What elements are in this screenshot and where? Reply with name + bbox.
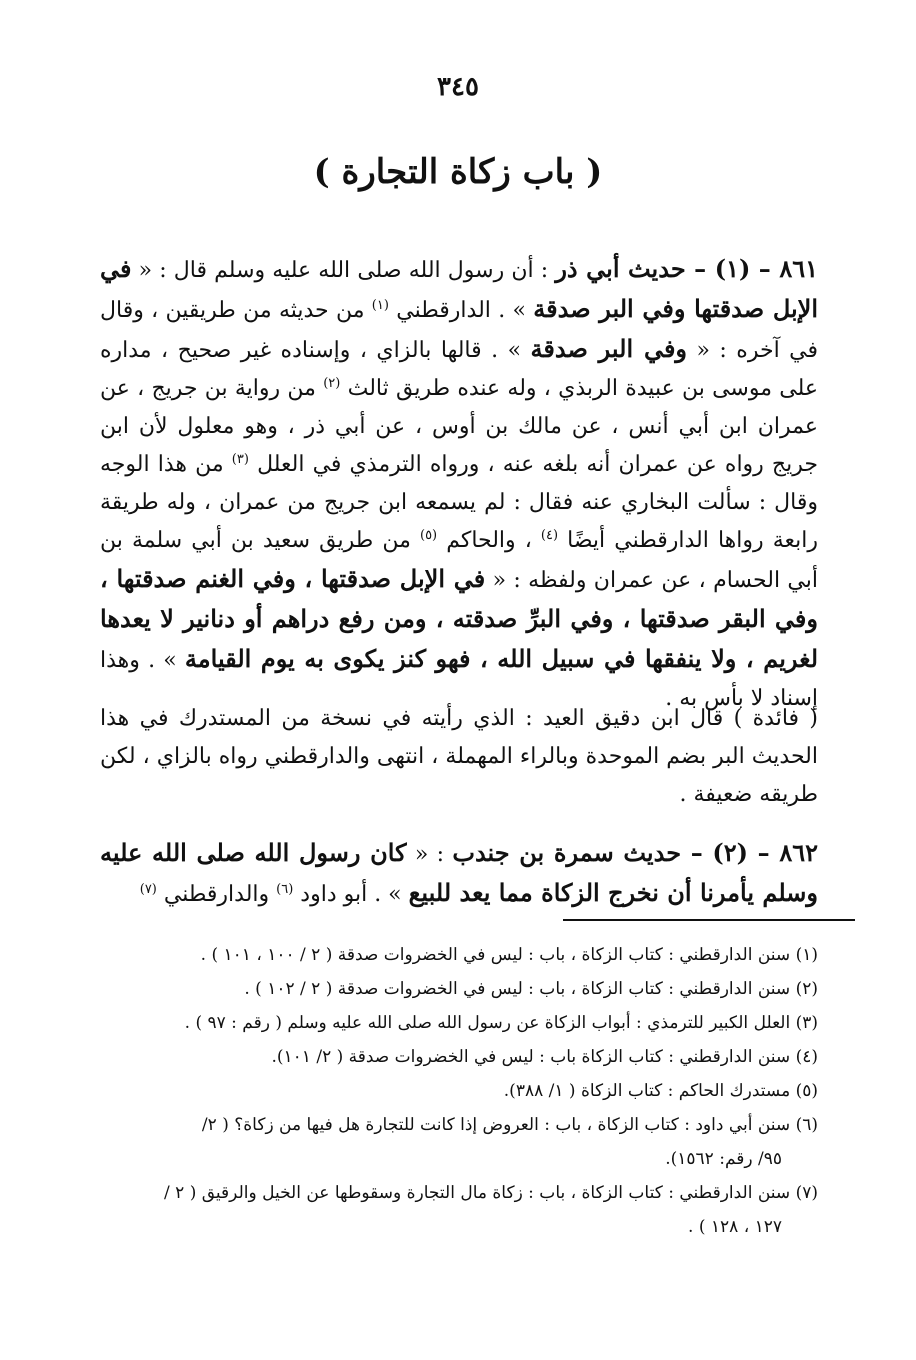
faida-paragraph: ( فائدة ) قال ابن دقيق العيد : الذي رأيته في نسخة من المستدرك في هذا الحديث البر بضم الموحدة وبالراء المهملة ، انتهى والدارقطني رواه بالزاي ، لكن طريقه ضعيفة . [100,706,818,807]
hadith-862-paragraph [100,834,818,914]
footnote-text: (٣) العلل الكبير للترمذي : أبواب الزكاة عن رسول الله صلى الله عليه وسلم ( رقم : ٩٧ ) . [184,1013,818,1033]
footnote-text: (٤) سنن الدارقطني : كتاب الزكاة باب : ليس في الخضروات صدقة ( ٢/ ١٠١). [271,1047,818,1067]
hadith-quote: في الإبل صدقتها ، وفي الغنم صدقتها ، وفي البقر صدقتها ، وفي البرِّ صدقته ، ومن رفع دراهم أو دنانير لا يعدها لغريم ، ولا ينفقها في سبيل الله ، فهو كنز يكوى به يوم القيامة [100,564,819,673]
paragraph-text: من هذا الوجه وقال : سألت البخاري عنه فقال : لم يسمعه ابن جريج من عمران ، وله طريقة رابعة رواها الدارقطني أيضًا [100,452,818,553]
paragraph-text: ، والحاكم [446,528,532,553]
hadith-number: ٨٦١ – (١) – حديث أبي ذر [555,254,818,283]
footnote-text: (٧) سنن الدارقطني : كتاب الزكاة ، باب : زكاة مال التجارة وسقوطها عن الخيل والرقيق ( ٢ / [164,1183,818,1203]
footnote-marker: (٣) [231,452,249,467]
hadith-quote: وفي البر صدقة [530,334,688,363]
footnote-5 [100,1074,818,1108]
paragraph-text: » . وهذا إسناد لا بأس به . [100,648,818,711]
footnote-marker: (٤) [540,528,559,543]
paragraph-text: من حديثه من طريقين ، وقال في آخره : « [100,298,818,363]
footnote-separator [563,919,855,921]
footnote-marker: (١) [371,298,389,313]
paragraph-text: والدارقطني [163,882,270,907]
footnote-marker: (٧) [139,882,157,897]
footnote-continuation: ١٢٧ ، ١٢٨ ) . [688,1217,782,1237]
footnote-6 [100,1108,818,1176]
page-number: ٣٤٥ [437,72,479,102]
footnote-continuation: ٩٥/ رقم: ١٥٦٢). [665,1149,782,1169]
hadith-quote: في الإبل صدقتها وفي البر صدقة [100,254,819,323]
footnote-text: (٥) مستدرك الحاكم : كتاب الزكاة ( ١/ ٣٨٨). [503,1081,818,1101]
footnote-1 [100,938,818,972]
hadith-number: ٨٦٢ – (٢) – حديث سمرة بن جندب [452,838,818,867]
paragraph-text: » . أبو داود [300,882,402,907]
paragraph-text: من رواية بن جريج ، عن عمران ابن أبي أنس ، عن مالك بن أوس ، عن أبي ذر ، وهو معلول لأن ابن جريج رواه عن عمران أنه بلغه عنه ، ورواه الترمذي في العلل [100,376,818,477]
chapter-title: ( باب زكاة التجارة ) [313,152,603,192]
hadith-quote: كان رسول الله صلى الله عليه وسلم يأمرنا أن نخرج الزكاة مما يعد للبيع [100,838,818,907]
paragraph-text: من طريق سعيد بن أبي سلمة بن أبي الحسام ، عن عمران ولفظه : « [100,528,819,593]
hadith-861-paragraph [100,250,818,718]
footnote-marker: (٢) [323,376,341,391]
footnotes [100,938,818,1244]
paragraph-text: : أن رسول الله صلى الله عليه وسلم قال : « [138,258,549,283]
footnote-4 [100,1040,818,1074]
paragraph-text: » . قالها بالزاي ، وإسناده غير صحيح ، مداره على موسى بن عبيدة الربذي ، وله عنده طريق ثالث [100,338,818,401]
footnote-7 [100,1176,818,1244]
footnote-text: (٢) سنن الدارقطني : كتاب الزكاة ، باب : ليس في الخضروات صدقة ( ٢ / ١٠٢ ) . [244,979,818,999]
footnote-text: (٦) سنن أبي داود : كتاب الزكاة ، باب : العروض إذا كانت للتجارة هل فيها من زكاة؟ ( ٢/ [201,1115,818,1135]
footnote-marker: (٦) [276,882,294,897]
paragraph-text: » . الدارقطني [396,298,526,323]
footnote-text: (١) سنن الدارقطني : كتاب الزكاة ، باب : ليس في الخضروات صدقة ( ٢ / ١٠٠ ، ١٠١ ) . [200,945,818,965]
footnote-marker: (٥) [419,528,438,543]
paragraph-text: : « [414,842,445,867]
footnote-2 [100,972,818,1006]
footnote-3 [100,1006,818,1040]
